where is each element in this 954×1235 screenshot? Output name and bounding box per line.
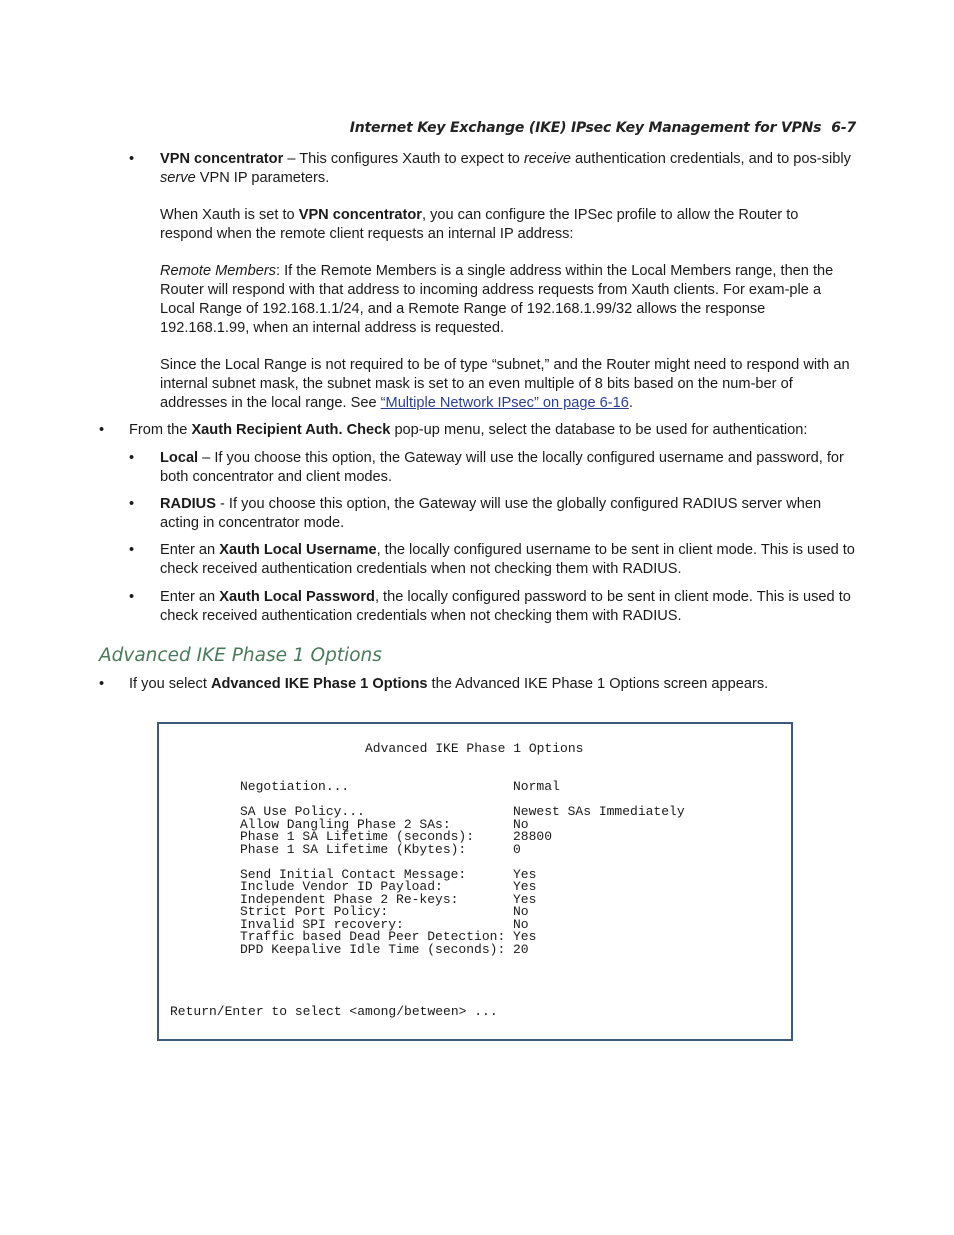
emph-receive: receive [523, 151, 571, 167]
local-item [160, 449, 855, 487]
term-xauth-recipient: Xauth Recipient Auth. Check [191, 422, 391, 438]
bullet-dot: • [129, 151, 135, 167]
term-radius: RADIUS [160, 496, 216, 512]
text: VPN IP parameters. [195, 170, 330, 186]
bullet-dot: • [129, 450, 135, 466]
text: – If you choose this option, the Gateway will use the locally configured username and password, for both concentrator and client modes. [160, 450, 844, 485]
bullet-dot: • [99, 422, 105, 438]
text: If you select [129, 676, 211, 692]
from-xauth-item [129, 421, 859, 440]
setting-label: Negotiation... [240, 779, 350, 794]
setting-label: Strict Port Policy: [240, 904, 389, 919]
setting-value[interactable]: Yes [513, 891, 537, 907]
username-item [160, 541, 855, 579]
term-vpn-concentrator: VPN concentrator [160, 151, 284, 167]
text: Since the Local Range is not required to be of type “subnet,” and the Router might need to respond with an internal subnet mask, the subnet mask is set to an even multiple of 8 bits based on the num-ber of addresses in the local range. See [160, 357, 850, 411]
setting-label: SA Use Policy... [240, 804, 365, 819]
term-username: Xauth Local Username [219, 542, 377, 558]
setting-label: Invalid SPI recovery: [240, 916, 404, 932]
setting-label: Phase 1 SA Lifetime (Kbytes): [240, 841, 467, 857]
text: , you can configure the IPSec profile to allow the Router to respond when the remote client requests an internal IP address: [160, 207, 799, 242]
page-number: 6-7 [831, 120, 856, 136]
setting-value[interactable]: Newest SAs Immediately [513, 804, 685, 819]
setting-value[interactable]: No [513, 816, 529, 832]
text: When Xauth is set to [160, 207, 299, 223]
text: Enter an [160, 589, 220, 605]
text: pop-up menu, select the database to be used for authentication: [390, 422, 808, 438]
term-local: Local [160, 450, 199, 466]
vpn-concentrator-item [160, 150, 855, 188]
text: , the locally configured password to be sent in client mode. This is used to check received authentication credentials when not checking them with RADIUS. [160, 589, 851, 624]
text: - If you choose this option, the Gateway will use the globally configured RADIUS server when acting in concentrator mode. [160, 496, 822, 531]
since-local-paragraph [160, 356, 857, 413]
setting-label: Independent Phase 2 Re-keys: [240, 891, 459, 907]
text: – This configures Xauth to expect to [283, 151, 524, 167]
setting-label: Allow Dangling Phase 2 SAs: [240, 816, 451, 832]
setting-value[interactable]: No [513, 904, 529, 919]
setting-label: DPD Keepalive Idle Time (seconds): [240, 941, 506, 957]
setting-value[interactable]: 20 [513, 941, 529, 957]
setting-value[interactable]: Yes [513, 879, 537, 894]
term-password: Xauth Local Password [219, 589, 375, 605]
text: the Advanced IKE Phase 1 Options screen appears. [427, 676, 769, 692]
text: . [628, 395, 633, 411]
bullet-dot: • [129, 496, 135, 512]
terminal-footer: Return/Enter to select <among/between> ... [170, 1004, 498, 1019]
term-remote-members: Remote Members [160, 263, 276, 279]
text: Enter an [160, 542, 220, 558]
header-title: Internet Key Exchange (IKE) IPsec Key Management for VPNs [349, 120, 822, 136]
section-heading: Advanced IKE Phase 1 Options [99, 645, 382, 666]
running-header [350, 120, 856, 136]
setting-label: Send Initial Contact Message: [240, 866, 467, 882]
bullet-dot: • [99, 676, 105, 692]
setting-value[interactable]: 28800 [513, 829, 553, 844]
setting-label: Traffic based Dead Peer Detection: [240, 929, 506, 944]
setting-value[interactable]: 0 [513, 841, 521, 857]
radius-item [160, 495, 855, 533]
setting-value[interactable]: Normal [513, 779, 560, 794]
text: , the locally configured username to be sent in client mode. This is used to check received authentication credentials when not checking them with RADIUS. [160, 542, 855, 577]
setting-value[interactable]: Yes [513, 866, 537, 882]
emph-serve: serve [160, 170, 196, 186]
if-select-item [129, 675, 859, 694]
bullet-dot: • [129, 589, 135, 605]
when-xauth-paragraph [160, 206, 855, 244]
setting-value[interactable]: No [513, 916, 529, 932]
setting-label: Include Vendor ID Payload: [240, 879, 443, 894]
setting-value[interactable]: Yes [513, 929, 537, 944]
terminal-title: Advanced IKE Phase 1 Options [365, 741, 584, 756]
remote-members-paragraph [160, 262, 855, 338]
text: : If the Remote Members is a single address within the Local Members range, then the Router will respond with that address to incoming address requests from Xauth clients. For exam-ple a Local Range of 192.168.1.1/24, and a Remote Range of 192.168.1.99/32 allows the response 192.168.1.99, when an internal address is requested. [160, 263, 834, 336]
term-advanced: Advanced IKE Phase 1 Options [210, 676, 428, 692]
bullet-dot: • [129, 542, 135, 558]
multiple-network-ipsec-link[interactable]: “Multiple Network IPsec” on page 6-16 [380, 395, 629, 411]
password-item [160, 588, 855, 626]
term: VPN concentrator [298, 207, 422, 223]
text: authentication credentials, and to pos-sibly [570, 151, 851, 167]
setting-label: Phase 1 SA Lifetime (seconds): [240, 829, 475, 844]
text: From the [129, 422, 192, 438]
terminal-screen [157, 722, 793, 1041]
